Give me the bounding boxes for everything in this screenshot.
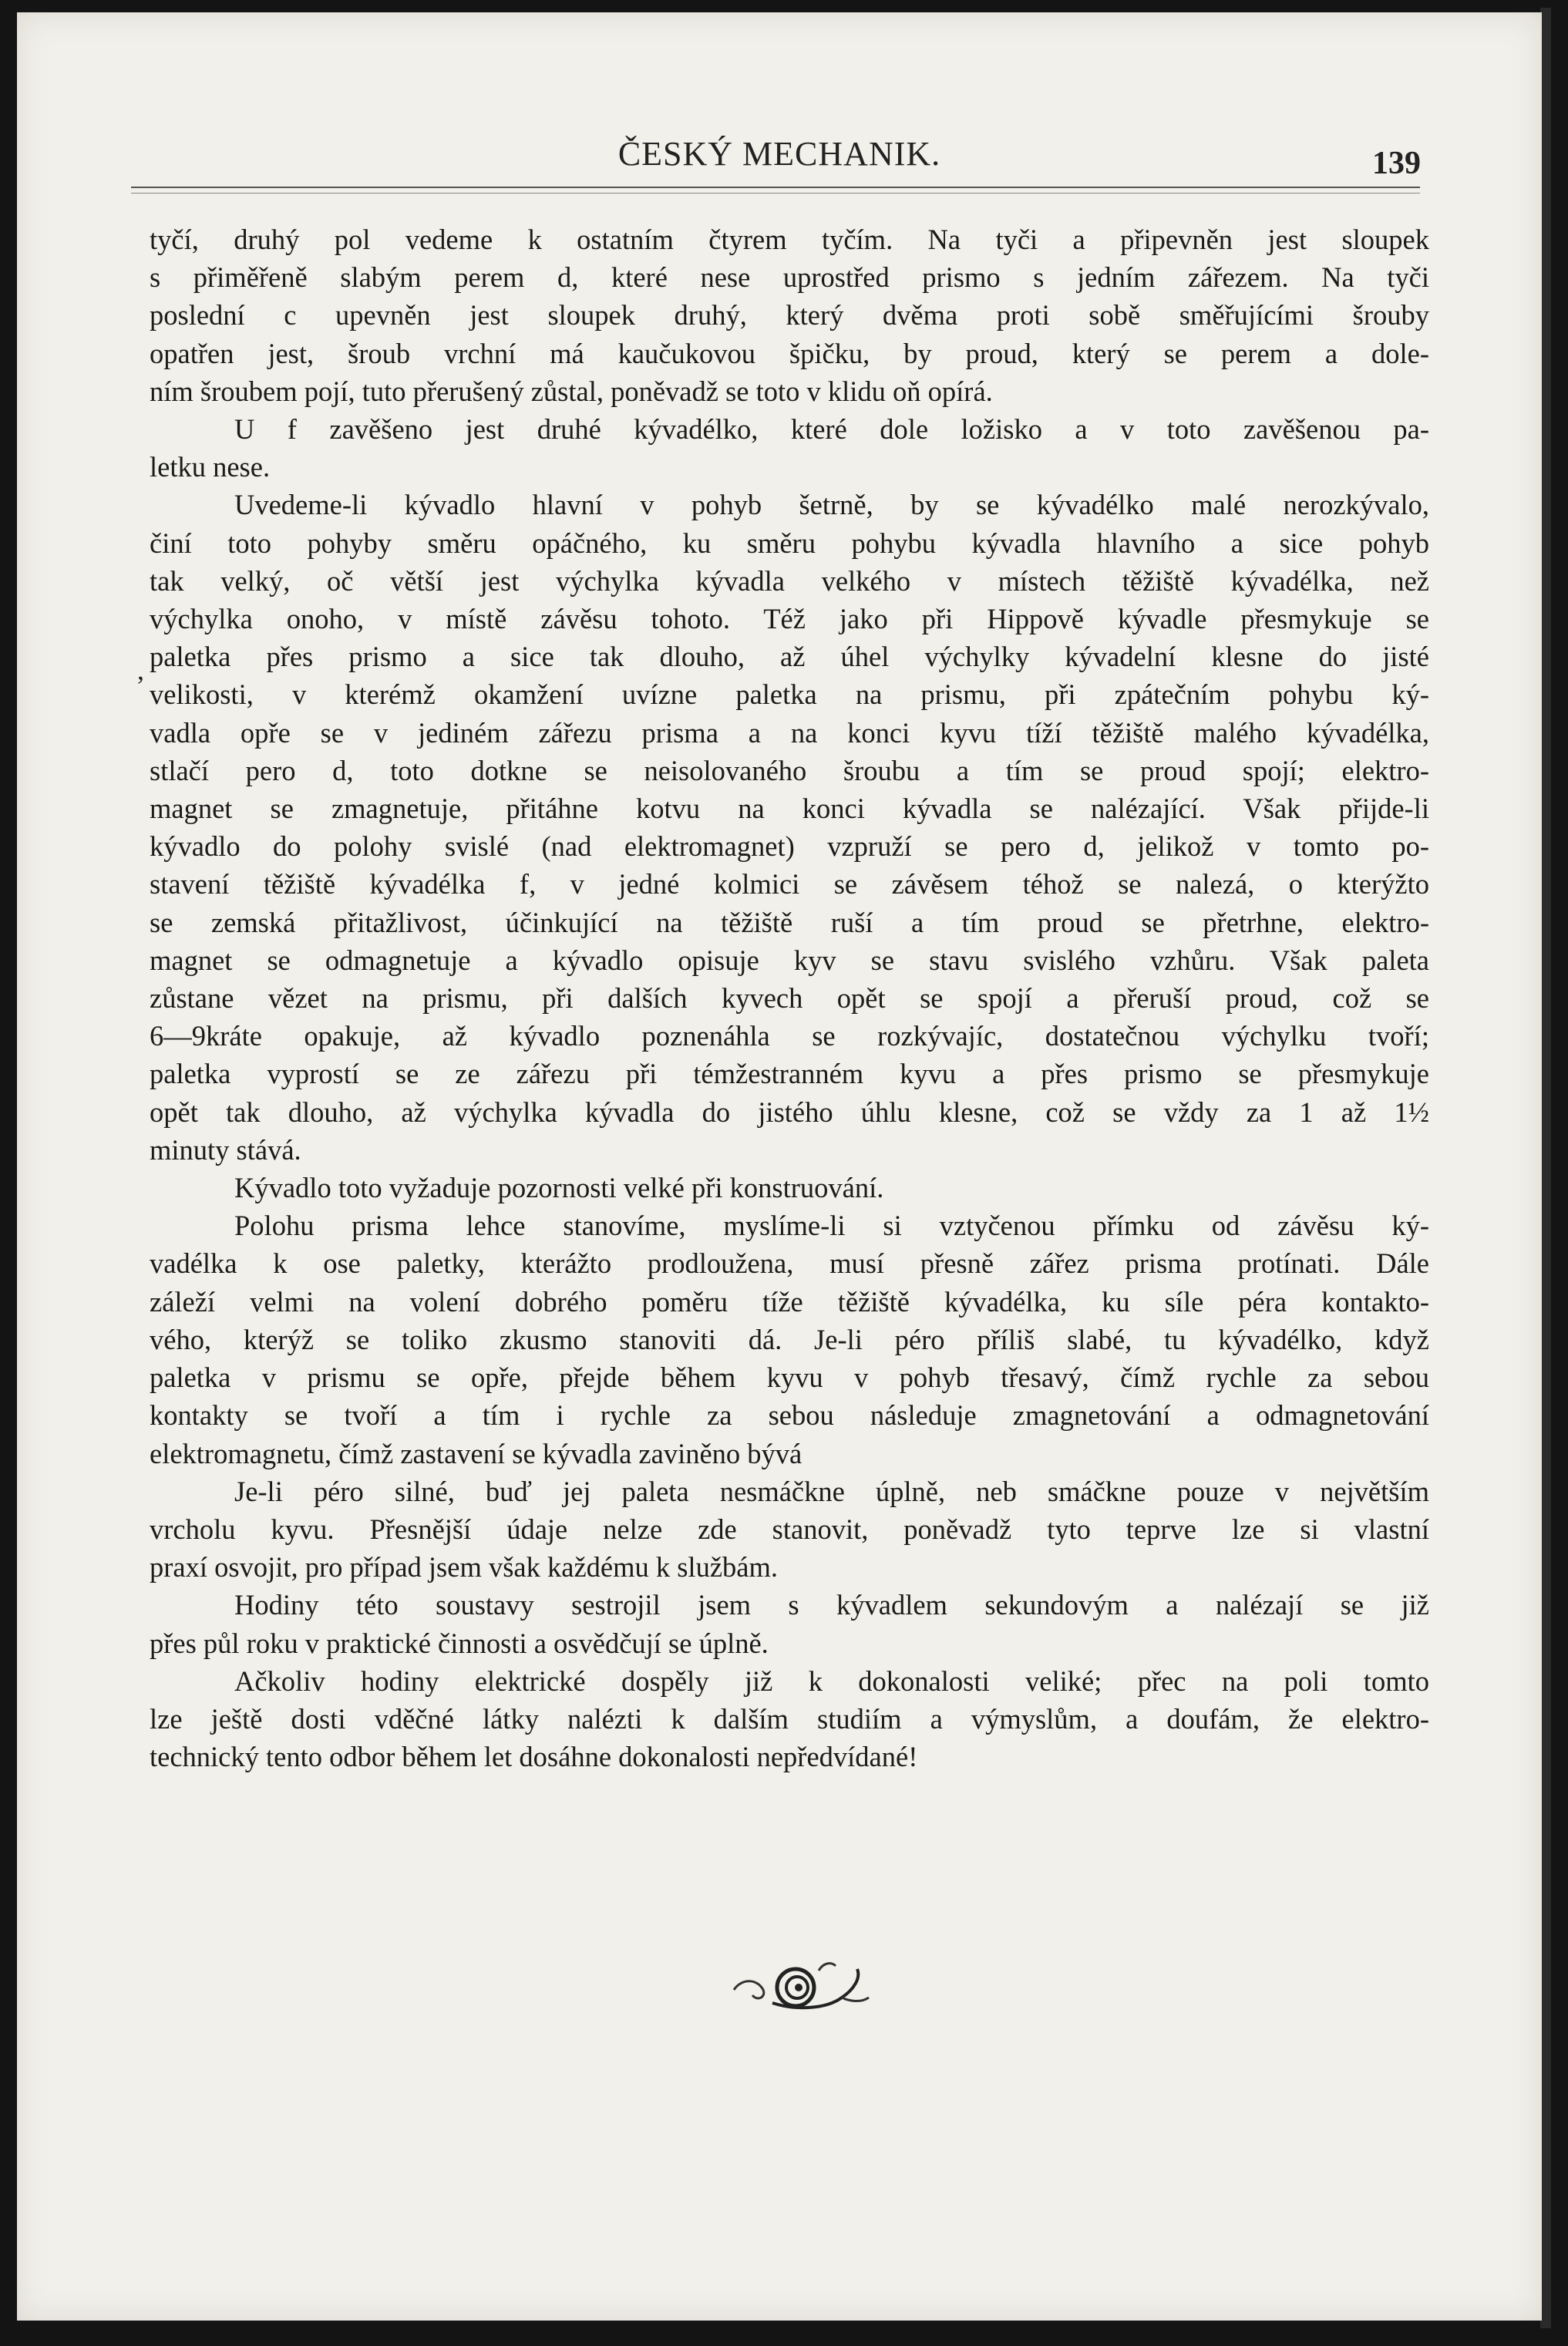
text-line: přes půl roku v praktické činnosti a osvědčují se úplně. [150,1627,769,1659]
text-line: záleží velmi na volení dobrého poměru tíže těžiště kývadélka, ku síle péra kontakto- [150,1285,1429,1318]
text-line: paletka přes prismo a sice tak dlouho, až úhel výchylky kývadelní klesne do jisté [150,641,1429,673]
text-line: opět tak dlouho, až výchylka kývadla do jistého úhlu klesne, což se vždy za 1 až 1½ [150,1096,1429,1128]
text-line: Hodiny této soustavy sestrojil jsem s kývadlem sekundovým a nalézají se již [234,1589,1429,1621]
text-line: stavení těžiště kývadélka f, v jedné kolmici se závěsem téhož se nalezá, o kterýžto [150,868,1429,900]
text-line: Uvedeme-li kývadlo hlavní v pohyb šetrně, by se kývadélko malé nerozkývalo, [234,489,1429,521]
page-number: 139 [1372,146,1421,181]
text-line: elektromagnetu, čímž zastavení se kývadla zaviněno bývá [150,1437,803,1469]
text-line: praxí osvojit, pro případ jsem však každému k službám. [150,1551,778,1584]
text-line: U f zavěšeno jest druhé kývadélko, které dole ložisko a v toto zavěšenou pa- [234,413,1429,446]
text-line: paletka vyprostí se ze zářezu při témžestranném kyvu a přes prismo se přesmykuje [150,1058,1429,1090]
header-rule [131,187,1420,188]
text-line: paletka v prismu se opře, přejde během kyvu v pohyb třesavý, čímž rychle za sebou [150,1361,1429,1394]
text-line: minuty stává. [150,1133,301,1166]
text-line: opatřen jest, šroub vrchní má kaučukovou špičku, by proud, který se perem a dole- [150,337,1429,369]
text-line: lze ještě dosti vděčné látky nalézti k dalším studiím a výmyslům, a doufám, že elektro- [150,1702,1429,1735]
text-line: vadla opře se v jediném zářezu prisma a na konci kyvu tíží těžiště malého kývadélka, [150,716,1429,749]
text-line: Ačkoliv hodiny elektrické dospěly již k dokonalosti veliké; přec na poli tomto [234,1664,1429,1697]
text-line: se zemská přitažlivost, účinkující na těžiště ruší a tím proud se přetrhne, elektro- [150,906,1429,938]
text-line: kývadlo do polohy svislé (nad elektromagnet) vzpruží se pero d, jelikož v tomto po- [150,830,1429,863]
text-line: Kývadlo toto vyžaduje pozornosti velké při konstruování. [234,1172,884,1204]
page-edge-shadow [1540,8,1551,2328]
text-line: 6—9kráte opakuje, až kývadlo poznenáhla se rozkývajíc, dostatečnou výchylku tvoří; [150,1020,1429,1052]
text-line: s přiměřeně slabým perem d, které nese uprostřed prismo s jedním zářezem. Na tyči [150,261,1429,294]
text-line: velikosti, v kterémž okamžení uvízne paletka na prismu, při zpátečním pohybu ký- [150,678,1429,711]
text-line: zůstane vězet na prismu, při dalších kyvech opět se spojí a přeruší proud, což se [150,982,1429,1015]
text-line: magnet se odmagnetuje a kývadlo opisuje kyv se stavu svislého vzhůru. Však paleta [150,944,1429,976]
text-line: Polohu prisma lehce stanovíme, myslíme-li si vztyčenou přímku od závěsu ký- [234,1210,1429,1242]
margin-mark: , [137,655,144,685]
text-line: ním šroubem pojí, tuto přerušený zůstal, poněvadž se toto v klidu oň opírá. [150,375,993,407]
book-page [17,12,1542,2321]
text-line: Je-li péro silné, buď jej paleta nesmáčkne úplně, neb smáčkne pouze v největším [234,1475,1429,1507]
text-line: kontakty se tvoří a tím i rychle za sebou následuje zmagnetování a odmagnetování [150,1399,1429,1432]
text-line: letku nese. [150,451,271,483]
text-line: tak velký, oč větší jest výchylka kývadla velkého v místech těžiště kývadélka, než [150,564,1429,597]
text-line: vrcholu kyvu. Přesnější údaje nelze zde stanovit, poněvadž tyto teprve lze si vlastní [150,1513,1429,1545]
text-line: poslední c upevněn jest sloupek druhý, který dvěma proti sobě směřujícími šrouby [150,299,1429,332]
running-title: ČESKÝ MECHANIK. [617,135,941,173]
body-text [150,220,1429,1775]
decorative-snail-vignette-icon [726,1955,880,2017]
text-line: vadélka k ose paletky, kterážto prodloužena, musí přesně zářez prisma protínati. Dále [150,1247,1429,1280]
text-line: tyčí, druhý pol vedeme k ostatním čtyrem tyčím. Na tyči a připevněn jest sloupek [150,224,1429,255]
text-line: výchylka onoho, v místě závěsu tohoto. Též jako při Hippově kývadle přesmykuje se [150,603,1429,635]
text-line: vého, kterýž se toliko zkusmo stanoviti dá. Je-li péro příliš slabé, tu kývadélko, když [150,1323,1429,1355]
text-line: magnet se zmagnetuje, přitáhne kotvu na konci kývadla se nalézající. Však přijde-li [150,793,1429,825]
header-rule-thin [131,193,1420,194]
text-line: stlačí pero d, toto dotkne se neisolovaného šroubu a tím se proud spojí; elektro- [150,754,1429,786]
text-line: technický tento odbor během let dosáhne dokonalosti nepředvídané! [150,1741,918,1773]
text-line: činí toto pohyby směru opáčného, ku směru pohybu kývadla hlavního a sice pohyb [150,527,1429,559]
